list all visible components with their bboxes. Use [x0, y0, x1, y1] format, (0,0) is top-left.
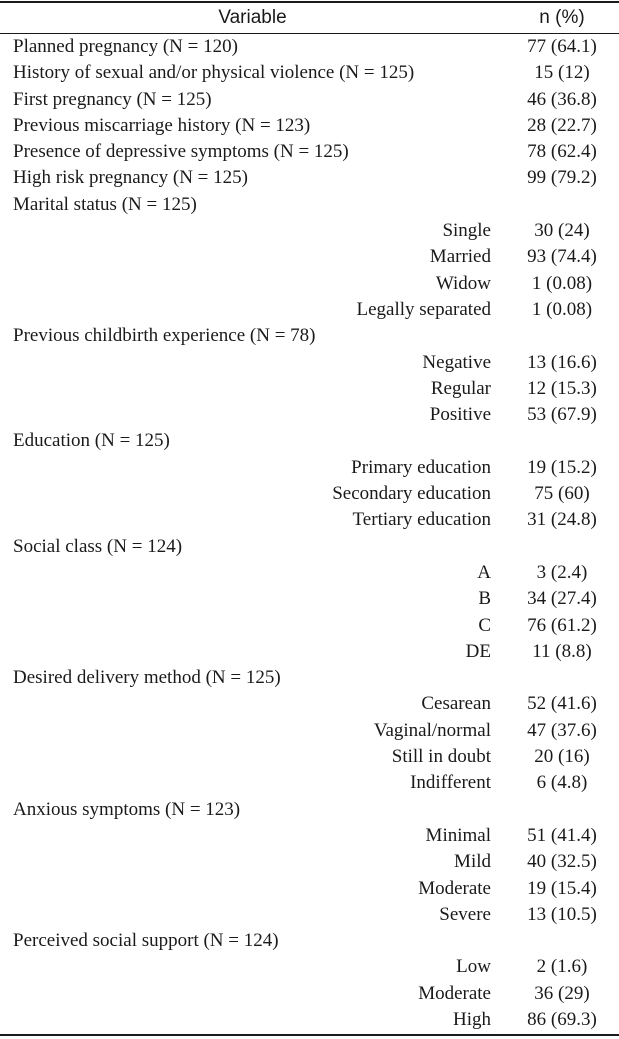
- row-value: 51 (41.4): [527, 824, 597, 846]
- category-label: Low: [456, 956, 491, 978]
- table-row: [0, 139, 619, 165]
- category-label: Married: [429, 246, 491, 268]
- row-value: 3 (2.4): [536, 561, 588, 583]
- section-label: Previous childbirth experience (N = 78): [13, 325, 316, 347]
- row-value: 12 (15.3): [527, 377, 597, 399]
- row-value: 6 (4.8): [536, 772, 588, 794]
- category-label: Moderate: [418, 982, 491, 1004]
- row-value: 93 (74.4): [527, 246, 597, 268]
- row-value: 30 (24): [534, 220, 590, 242]
- table-row: [0, 560, 619, 586]
- section-row-delivery-method: [0, 665, 619, 691]
- section-label: Anxious symptoms (N = 123): [13, 798, 241, 820]
- category-label: Single: [442, 220, 491, 242]
- table-row: [0, 165, 619, 191]
- row-value: 34 (27.4): [527, 588, 597, 610]
- row-value: 78 (62.4): [527, 141, 597, 163]
- row-value: 75 (60): [534, 483, 590, 505]
- row-value: 28 (22.7): [527, 114, 597, 136]
- category-label: Cesarean: [421, 693, 491, 715]
- table-row: [0, 823, 619, 849]
- category-label: Widow: [435, 272, 491, 294]
- category-label: Primary education: [351, 456, 491, 478]
- category-label: A: [477, 561, 491, 583]
- row-value: 1 (0.08): [531, 298, 593, 320]
- table-bottom-rule: [0, 1034, 619, 1036]
- column-header-n-percent: n (%): [539, 7, 585, 28]
- row-value: 15 (12): [534, 62, 590, 84]
- section-label: Social class (N = 124): [13, 535, 183, 557]
- row-value: 19 (15.4): [527, 877, 597, 899]
- category-label: Mild: [454, 851, 491, 873]
- table-row: [0, 113, 619, 139]
- table-row: [0, 60, 619, 86]
- row-value: 36 (29): [534, 982, 590, 1004]
- section-row-childbirth-experience: [0, 323, 619, 349]
- table-row: [0, 718, 619, 744]
- row-label: Planned pregnancy (N = 120): [13, 36, 238, 57]
- row-value: 11 (8.8): [532, 640, 592, 662]
- section-label: Desired delivery method (N = 125): [13, 667, 281, 689]
- table-row: [0, 1007, 619, 1033]
- table-row: [0, 507, 619, 533]
- section-row-anxious-symptoms: [0, 797, 619, 823]
- category-label: Legally separated: [356, 298, 491, 320]
- table-row: [0, 271, 619, 297]
- category-label: Negative: [422, 351, 491, 373]
- category-label: Regular: [430, 377, 491, 399]
- row-label: High risk pregnancy (N = 125): [13, 167, 248, 189]
- table-row: [0, 87, 619, 113]
- row-label: History of sexual and/or physical violence (N = 125): [13, 62, 415, 84]
- table-row: [0, 244, 619, 270]
- row-value: 52 (41.6): [527, 693, 597, 715]
- row-value: 13 (10.5): [527, 903, 597, 925]
- table-row: [0, 849, 619, 875]
- row-value: 1 (0.08): [531, 272, 593, 294]
- row-value: 47 (37.6): [527, 719, 597, 741]
- table-row: [0, 691, 619, 717]
- category-label: Positive: [429, 404, 491, 426]
- category-label: Minimal: [425, 824, 491, 846]
- category-label: B: [478, 588, 491, 610]
- section-row-marital-status: [0, 192, 619, 218]
- section-row-social-support: [0, 928, 619, 954]
- row-value: 20 (16): [534, 746, 590, 768]
- column-header-variable: Variable: [218, 7, 287, 28]
- table-row: [0, 744, 619, 770]
- row-value: 99 (79.2): [527, 167, 597, 189]
- row-label: Presence of depressive symptoms (N = 125): [13, 141, 349, 163]
- row-value: 13 (16.6): [527, 351, 597, 373]
- category-label: Tertiary education: [352, 509, 491, 531]
- section-label: Education (N = 125): [13, 430, 170, 452]
- table-row: [0, 981, 619, 1007]
- row-value: 86 (69.3): [527, 1008, 597, 1030]
- row-value: 46 (36.8): [527, 88, 597, 110]
- table-row: [0, 613, 619, 639]
- row-value: 53 (67.9): [527, 404, 597, 426]
- table-row: [0, 876, 619, 902]
- table-row: [0, 350, 619, 376]
- section-row-social-class: [0, 534, 619, 560]
- row-value: 19 (15.2): [527, 456, 597, 478]
- section-row-education: [0, 428, 619, 454]
- category-label: Secondary education: [332, 483, 491, 505]
- category-label: DE: [465, 640, 491, 662]
- row-value: 31 (24.8): [527, 509, 597, 531]
- table-body: [0, 34, 619, 1033]
- table-row: [0, 218, 619, 244]
- row-label: First pregnancy (N = 125): [13, 88, 212, 110]
- table-row: [0, 586, 619, 612]
- row-value: 76 (61.2): [527, 614, 597, 636]
- row-value: 77 (64.1): [527, 36, 597, 57]
- row-label: Previous miscarriage history (N = 123): [13, 114, 311, 136]
- table-row: [0, 402, 619, 428]
- table-row: [0, 639, 619, 665]
- row-value: 2 (1.6): [536, 956, 588, 978]
- section-label: Perceived social support (N = 124): [13, 930, 279, 952]
- table-header: [0, 4, 619, 32]
- category-label: C: [478, 614, 491, 636]
- category-label: High: [453, 1008, 491, 1030]
- category-label: Moderate: [418, 877, 491, 899]
- table-row: [0, 297, 619, 323]
- category-label: Still in doubt: [391, 746, 491, 768]
- row-value: 40 (32.5): [527, 851, 597, 873]
- table-row: [0, 376, 619, 402]
- table-row: [0, 481, 619, 507]
- category-label: Indifferent: [410, 772, 491, 794]
- table-row: [0, 902, 619, 928]
- table-row: [0, 954, 619, 980]
- category-label: Severe: [439, 903, 491, 925]
- table-row: [0, 455, 619, 481]
- table-row: [0, 34, 619, 60]
- section-label: Marital status (N = 125): [13, 193, 197, 215]
- table-row: [0, 770, 619, 796]
- table-top-rule: [0, 1, 619, 3]
- category-label: Vaginal/normal: [373, 719, 491, 741]
